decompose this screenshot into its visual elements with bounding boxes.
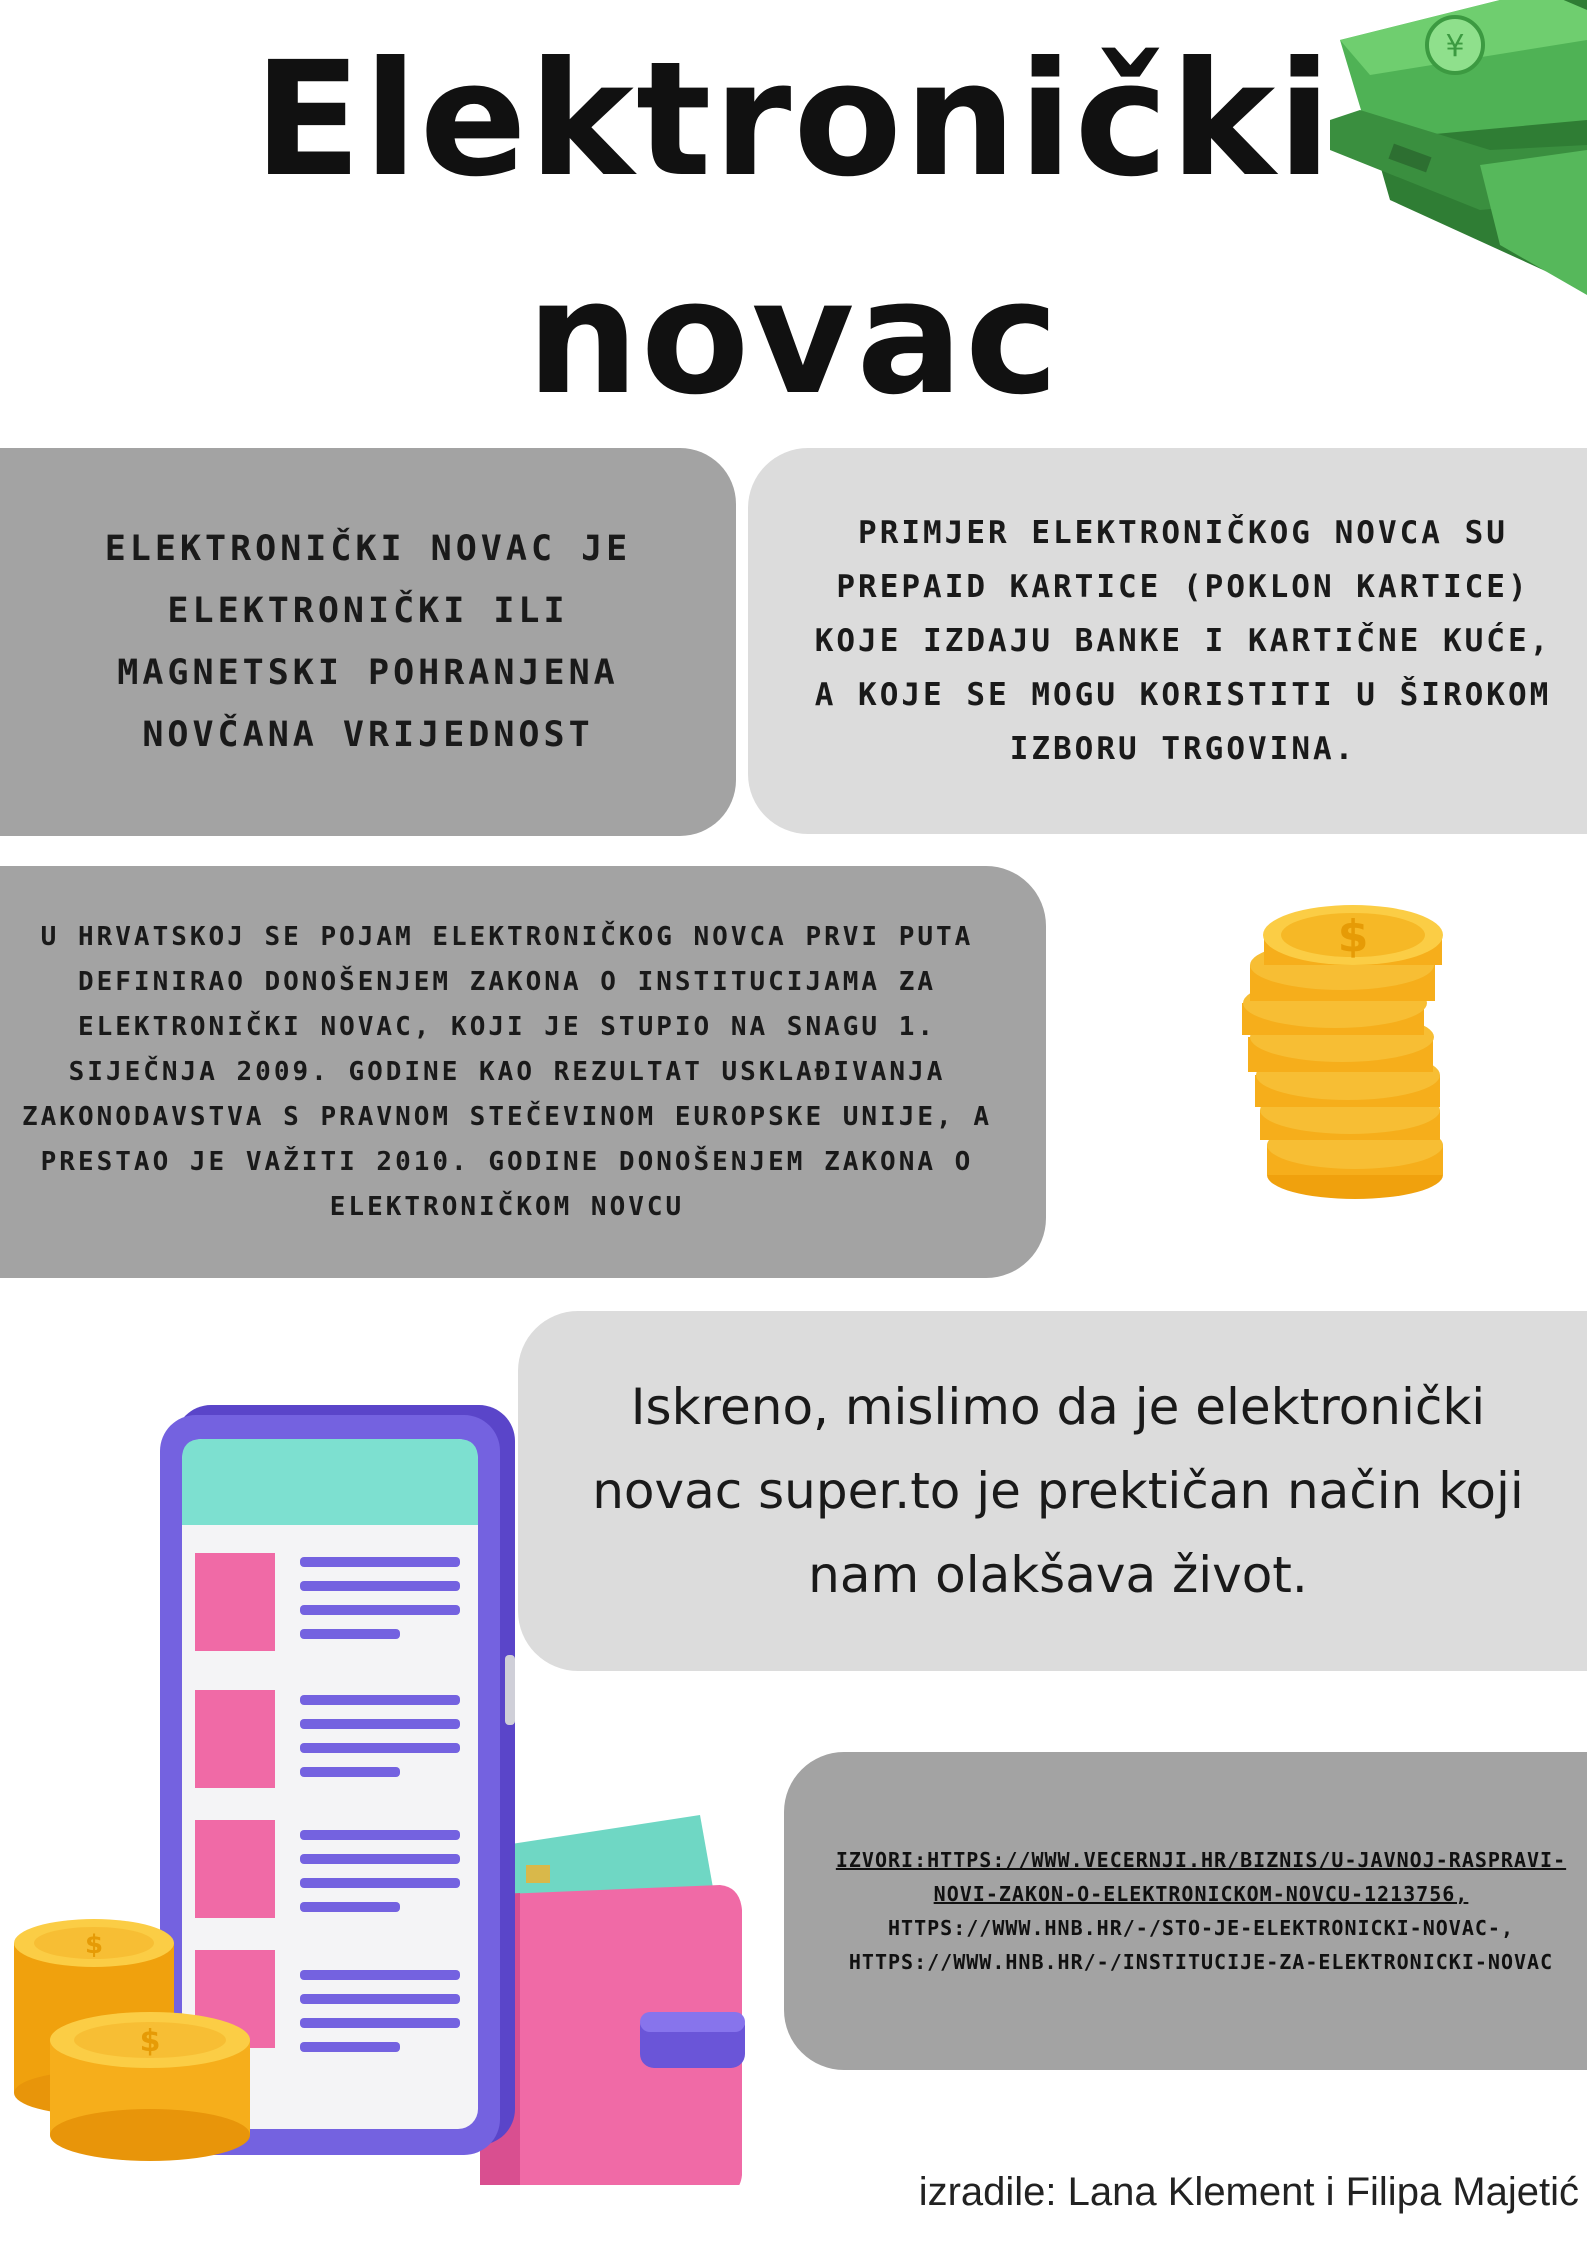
coin-stack-icon bbox=[1230, 895, 1480, 1205]
example-text: PRIMJER ELEKTRONIČKOG NOVCA SU PREPAID KARTICE (POKLON KARTICE) KOJE IZDAJU BANKE I KARTIČNE KUĆE, A KOJE SE MOGU KORISTITI U ŠIROKOM IZBORU TRGOVINA. bbox=[814, 515, 1552, 767]
svg-text:$: $ bbox=[139, 2024, 161, 2059]
history-box bbox=[0, 866, 1046, 1278]
page-title-line-2: novac bbox=[526, 246, 1061, 430]
svg-text:$: $ bbox=[84, 1930, 104, 1960]
wallet-illustration bbox=[480, 1815, 745, 2185]
source-link-1[interactable]: IZVORI:HTTPS://WWW.VECERNJI.HR/BIZNIS/U-JAVNOJ-RASPRAVI-NOVI-ZAKON-O-ELEKTRONICKOM-NOVCU-1213756, bbox=[835, 1848, 1567, 1906]
sources-box bbox=[784, 1752, 1587, 2070]
history-text: U HRVATSKOJ SE POJAM ELEKTRONIČKOG NOVCA PRVI PUTA DEFINIRAO DONOŠENJEM ZAKONA O INSTITUCIJAMA ZA ELEKTRONIČKI NOVAC, KOJI JE STUPIO NA SNAGU 1. SIJEČNJA 2009. GODINE KAO REZULTAT USKLAĐIVANJA ZAKONODAVSTVA S PRAVNOM STEČEVINOM EUROPSKE UNIJE, A PRESTAO JE VAŽITI 2010. GODINE DONOŠENJEM ZAKONA O ELEKTRONIČKOM NOVCU bbox=[22, 921, 992, 1222]
example-box bbox=[748, 448, 1587, 834]
opinion-text: Iskreno, mislimo da je elektronički novac super.to je prektičan način koji nam olakšava život. bbox=[592, 1378, 1524, 1604]
definition-text: ELEKTRONIČKI NOVAC JE ELEKTRONIČKI ILI MAGNETSKI POHRANJENA NOVČANA VRIJEDNOST bbox=[104, 529, 632, 755]
banknote-stack-icon bbox=[1330, 0, 1587, 300]
svg-text:¥: ¥ bbox=[1445, 29, 1465, 64]
source-link-2[interactable]: HTTPS://WWW.HNB.HR/-/STO-JE-ELEKTRONICKI-NOVAC-, bbox=[888, 1916, 1514, 1940]
page-title-line-1: Elektronički bbox=[253, 28, 1334, 212]
phone-wallet-illustration bbox=[0, 1395, 760, 2185]
definition-box bbox=[0, 448, 736, 836]
authors-credit: izradile: Lana Klement i Filipa Majetić bbox=[918, 2170, 1579, 2214]
svg-text:$: $ bbox=[1337, 911, 1369, 962]
source-link-3[interactable]: HTTPS://WWW.HNB.HR/-/INSTITUCIJE-ZA-ELEKTRONICKI-NOVAC bbox=[848, 1950, 1554, 1974]
